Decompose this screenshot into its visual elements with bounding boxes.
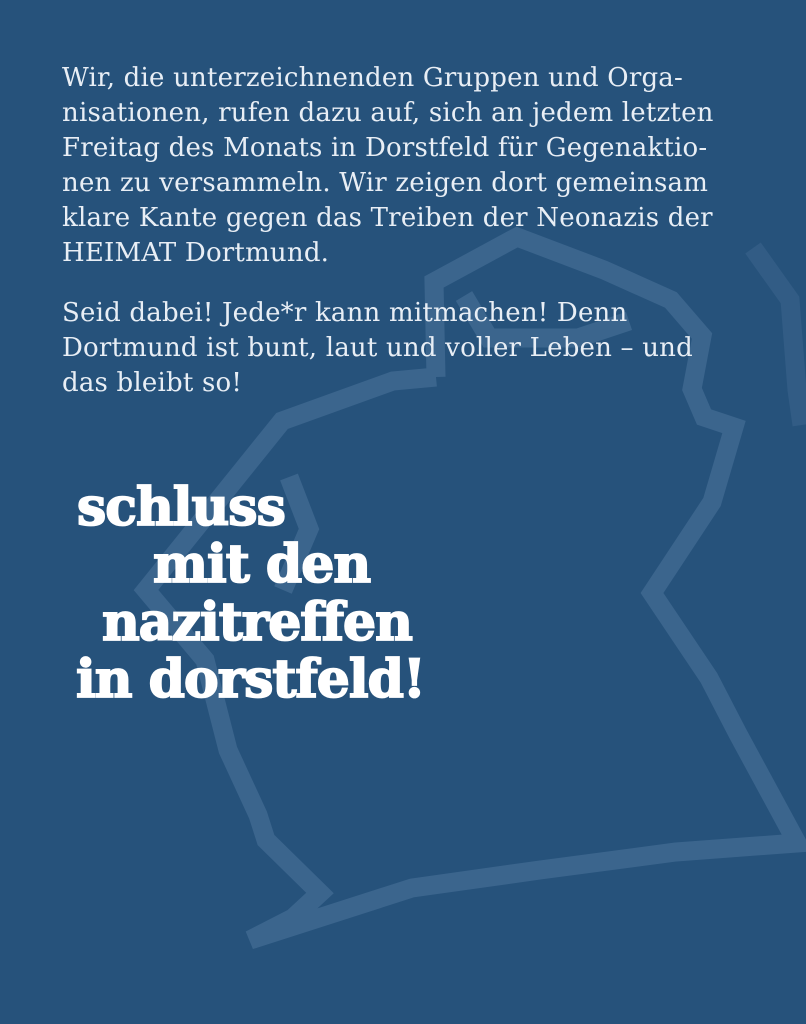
- call-to-action-paragraph: Seid dabei! Jede*r kann mitmachen! Denn Dortmund ist bunt, laut und voller Leben – und das bleibt so!: [62, 298, 693, 398]
- slogan-line-1: schluss: [77, 477, 285, 538]
- slogan-line-2: mit den: [153, 534, 371, 595]
- intro-paragraph: Wir, die unterzeichnenden Gruppen und Orga- nisationen, rufen dazu auf, sich an jedem letzten Freitag des Monats in Dorstfeld für Gegenaktio- nen zu versammeln. Wir zeigen dort gemeinsam klare Kante gegen das Treiben der Neonazis der HEIMAT Dortmund.: [62, 63, 714, 268]
- slogan-line-3: nazitreffen: [102, 592, 412, 653]
- slogan-line-4: in dorstfeld!: [76, 649, 425, 710]
